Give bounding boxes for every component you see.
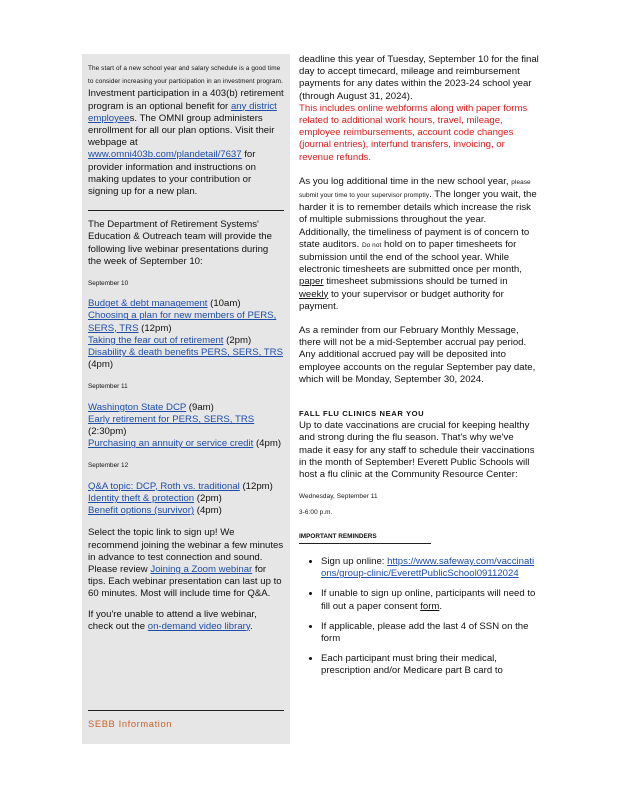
webinar-time: (12pm) <box>239 480 273 492</box>
webinar-link[interactable]: Benefit options (survivor) <box>88 505 195 517</box>
divider <box>88 210 284 211</box>
webinar-item <box>88 347 284 371</box>
webinar-item <box>88 298 284 310</box>
right-column <box>299 54 539 686</box>
reminder-text: If unable to sign up online, participants will need to fill out a paper consent <box>321 588 536 612</box>
intro-body-3: for provider information and instructions on making updates to your contribution or signing up for a new plan. <box>88 149 256 198</box>
webinar-link[interactable]: Washington State DCP <box>88 401 187 413</box>
reminder-text-end: . <box>439 600 443 612</box>
session-day-3 <box>88 460 284 517</box>
timesheet-text-5: to your supervisor or budget authority for payment. <box>299 288 504 312</box>
zoom-webinar-link[interactable]: Joining a Zoom webinar <box>150 563 253 575</box>
sebb-heading: SEBB Information <box>88 718 173 729</box>
form-text: form <box>420 600 440 612</box>
webinar-item <box>88 505 284 517</box>
session-date: September 10 <box>88 280 129 288</box>
accrual-reminder: As a reminder from our February Monthly Message, there will not be a mid-September accrual pay period. Any additional accrued pay will be deposited into employee accounts on the regular September pay date, which will be Monday, September 30, 2024. <box>299 325 536 385</box>
list-item <box>321 556 539 580</box>
list-item: • Each participant must bring their medical, prescription and/or Medicare part B card to <box>321 653 539 677</box>
webinar-link[interactable]: Choosing a plan for new members of PERS, SERS, TRS <box>88 310 277 334</box>
list-item: • If applicable, please add the last 4 of SSN on the form <box>321 621 539 645</box>
timesheet-text-3: hold on to paper timesheets for submission until the end of the school year. While electronic timesheets are submitted once per month, <box>299 238 522 276</box>
divider <box>88 710 284 711</box>
webinar-time: (2pm) <box>223 334 252 346</box>
flu-time: 3-6:00 p.m. <box>299 508 333 516</box>
webinar-time: (4pm) <box>194 505 222 517</box>
webinar-link[interactable]: Identity theft & protection <box>88 492 195 504</box>
session-day-1 <box>88 278 284 371</box>
webinar-time: (4pm) <box>253 438 282 450</box>
webinar-time: (10am) <box>207 298 241 310</box>
timesheet-text-1: As you log additional time in the new school year, <box>299 175 512 187</box>
signup-url-link[interactable]: https://www.safeway.com/vaccinations/group-clinic/EverettPublicSchool09112024 <box>321 555 535 580</box>
webinar-item <box>88 414 284 438</box>
flu-heading: FALL FLU CLINICS NEAR YOU <box>299 409 425 419</box>
list-item <box>321 588 539 612</box>
ondemand-text-1: If you're unable to attend a live webinar, check out the <box>88 608 257 632</box>
left-column <box>82 54 290 744</box>
reminders-list <box>299 556 539 678</box>
session-date: September 11 <box>88 383 128 391</box>
intro-lead: The start of a new school year and salary schedule is a good time to consider increasing your participation in an investment program. <box>88 65 283 86</box>
webinar-link[interactable]: Disability & death benefits PERS, SERS, TRS <box>88 347 283 359</box>
session-day-2 <box>88 381 284 450</box>
timesheet-paper: paper <box>299 276 324 288</box>
webinar-link[interactable]: Q&A topic: DCP, Roth vs. traditional <box>88 480 240 492</box>
deadline-paragraph: deadline this year of Tuesday, September 10 for the final day to accept timecard, mileage and reimbursement payments for any dates within the 2023-24 school year (through August 31, 2024). <box>299 54 539 102</box>
intro-body-1: Investment participation in a 403(b) retirement program is an optional benefit for <box>88 88 284 112</box>
timesheet-paragraph <box>299 176 539 313</box>
flu-body: Up to date vaccinations are crucial for keeping healthy and strong during the flu season. That's why we've made it easy for any staff to schedule their vaccinations in the month of September! Everett Public Schools will host a flu clinic at the Community Resource Center: <box>299 420 535 481</box>
reminder-text: Sign up online: <box>321 555 388 567</box>
webinar-item <box>88 402 284 414</box>
signup-paragraph <box>88 527 284 600</box>
webinar-item <box>88 481 284 493</box>
timesheet-text-4: timesheet submissions should be turned in <box>323 276 508 288</box>
timesheet-small-text: please submit your time to your supervisor promptly <box>299 178 531 200</box>
timesheet-do-not: Do not <box>361 241 382 249</box>
webinar-item <box>88 493 284 505</box>
drs-intro: The Department of Retirement Systems' Education & Outreach team will provide the following live webinar presentations during the week of September 10: <box>88 219 272 267</box>
timesheet-text-2: . The longer you wait, the harder it is to remember details which increase the risk of multiple submissions throughout the year. Additionally, the timeliness of payment is of concern to state auditors. <box>299 189 537 250</box>
district-employee-link[interactable]: any district employee <box>88 100 277 124</box>
signup-text-1: Select the topic link to sign up! We recommend joining the webinar a few minutes in advance to test connection and sound. Please review <box>88 527 284 575</box>
signup-text-2: for tips. Each webinar presentation can last up to 60 minutes. Most will include time for Q&A. <box>88 563 282 600</box>
webinar-item <box>88 310 284 334</box>
webinar-item <box>88 335 284 347</box>
deadline-red-paragraph: This includes online webforms along with paper forms related to additional work hours, travel, mileage, employee reimbursements, account code changes (journal entries), interfund transfers, invoicing, or revenue refunds. <box>299 102 528 163</box>
webinar-time: (2pm) <box>194 492 222 504</box>
ondemand-paragraph <box>88 609 284 633</box>
webinar-time: (2:30pm) <box>88 426 127 438</box>
intro-body-2: s. The OMNI group administers enrollment for all our plan options. Visit their webpage at <box>88 112 275 149</box>
timesheet-weekly: weekly <box>299 288 329 300</box>
webinar-link[interactable]: Purchasing an annuity or service credit <box>88 438 254 450</box>
important-reminders-heading: IMPORTANT REMINDERS <box>299 531 431 544</box>
webinar-item <box>88 438 284 450</box>
video-library-link[interactable]: on-demand video library <box>147 620 250 632</box>
flu-date: Wednesday, September 11 <box>299 493 378 501</box>
webinar-link[interactable]: Budget & debt management <box>88 298 208 310</box>
webinar-time: (9am) <box>186 401 214 413</box>
webinar-link[interactable]: Taking the fear out of retirement <box>88 334 224 346</box>
intro-paragraph <box>88 62 284 198</box>
webinar-time: (4pm) <box>88 359 114 371</box>
ondemand-text-2: . <box>249 620 253 632</box>
webinar-link[interactable]: Early retirement for PERS, SERS, TRS <box>88 413 255 425</box>
session-date: September 12 <box>88 462 129 470</box>
webinar-time: (12pm) <box>138 322 172 334</box>
omni-link[interactable]: www.omni403b.com/plandetail/7637 <box>88 149 242 161</box>
